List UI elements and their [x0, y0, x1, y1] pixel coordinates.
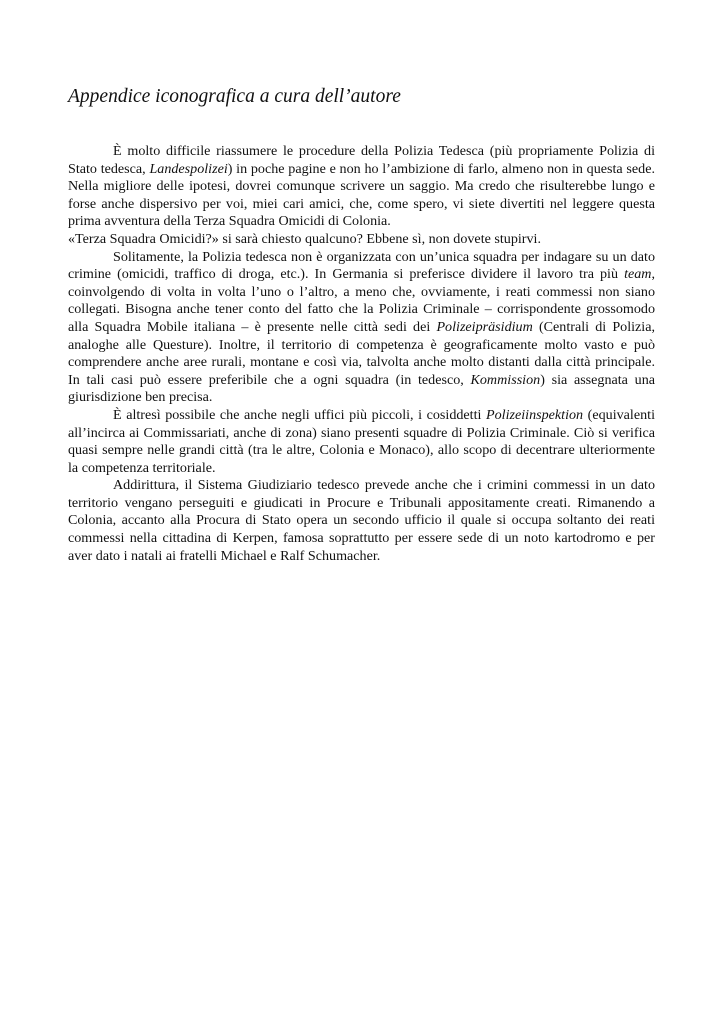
paragraph-2: «Terza Squadra Omicidi?» si sarà chiesto qualcuno? Ebbene sì, non dovete stupirvi.	[68, 230, 541, 247]
text-run: È molto difficile riassumere le procedure della Polizia Tedesca (più propriamente Polizia di Stato tedesca,	[68, 143, 655, 177]
text-run: ) sia assegnata una giurisdizione ben precisa.	[68, 371, 655, 406]
page-title: Appendice iconografica a cura dell’autore	[68, 86, 401, 107]
text-run: (equivalenti all’incirca ai Commissariati, anche di zona) siano presenti squadre di Polizia Criminale. Ciò si verifica quasi sempre nelle grandi città (tra le altre, Colonia e Monaco), allo scopo di decentrare ulteriormente la competenza territoriale.	[68, 406, 655, 476]
paragraph-3	[68, 249, 655, 407]
paragraph-5: Addirittura, il Sistema Giudiziario tedesco prevede anche che i crimini commessi in un dato territorio vengano perseguiti e giudicati in Procure e Tribunali appositamente creati. Rimanendo a Colonia, accanto alla Procura di Stato opera un secondo ufficio il quale si occupa soltanto dei reati commessi nella cittadina di Kerpen, famosa soprattutto per essere sede di un noto kartodromo e per aver dato i natali ai fratelli Michael e Ralf Schumacher.	[68, 477, 655, 564]
italic-term: team	[624, 266, 652, 283]
text-run: (Centrali di Polizia, analoghe alle Questure). Inoltre, il territorio di competenza è geograficamente molto vasto e può comprendere anche aree rurali, montane e così via, talvolta anche molto distanti dalla città principale. In tali casi può essere preferibile che a ogni squadra (in tedesco,	[68, 318, 656, 388]
italic-term: Polizeipräsidium	[436, 318, 533, 335]
text-run: Solitamente, la Polizia tedesca non è organizzata con un’unica squadra per indagare su un dato crimine (omicidi, traffico di droga, etc.). In Germania si preferisce dividere il lavoro tra più	[68, 248, 655, 283]
italic-term: Polizeiinspektion	[486, 406, 584, 423]
text-run: , coinvolgendo di volta in volta l’uno o l’altro, a meno che, ovviamente, i reati commessi non siano collegati. Bisogna anche tener conto del fatto che la Polizia Criminale – corrispondente grossomodo alla Squadra Mobile italiana – è presente nelle città sedi dei	[68, 266, 655, 335]
text-run: È altresì possibile che anche negli uffici più piccoli, i cosiddetti	[113, 406, 487, 423]
body-text	[68, 143, 655, 565]
text-run: ) in poche pagine e non ho l’ambizione di farlo, almeno non in questa sede. Nella migliore delle ipotesi, dovrei comunque scrivere un saggio. Ma credo che risulterebbe lungo e forse anche dispersivo per voi, miei cari amici, che, come spero, vi siete divertiti nel leggere questa prima avventura della Terza Squadra Omicidi di Colonia.	[68, 160, 655, 230]
paragraph-1	[68, 143, 655, 231]
italic-term: Landespolizei	[149, 160, 228, 177]
italic-term: Kommission	[470, 371, 541, 388]
paragraph-4	[68, 407, 655, 477]
